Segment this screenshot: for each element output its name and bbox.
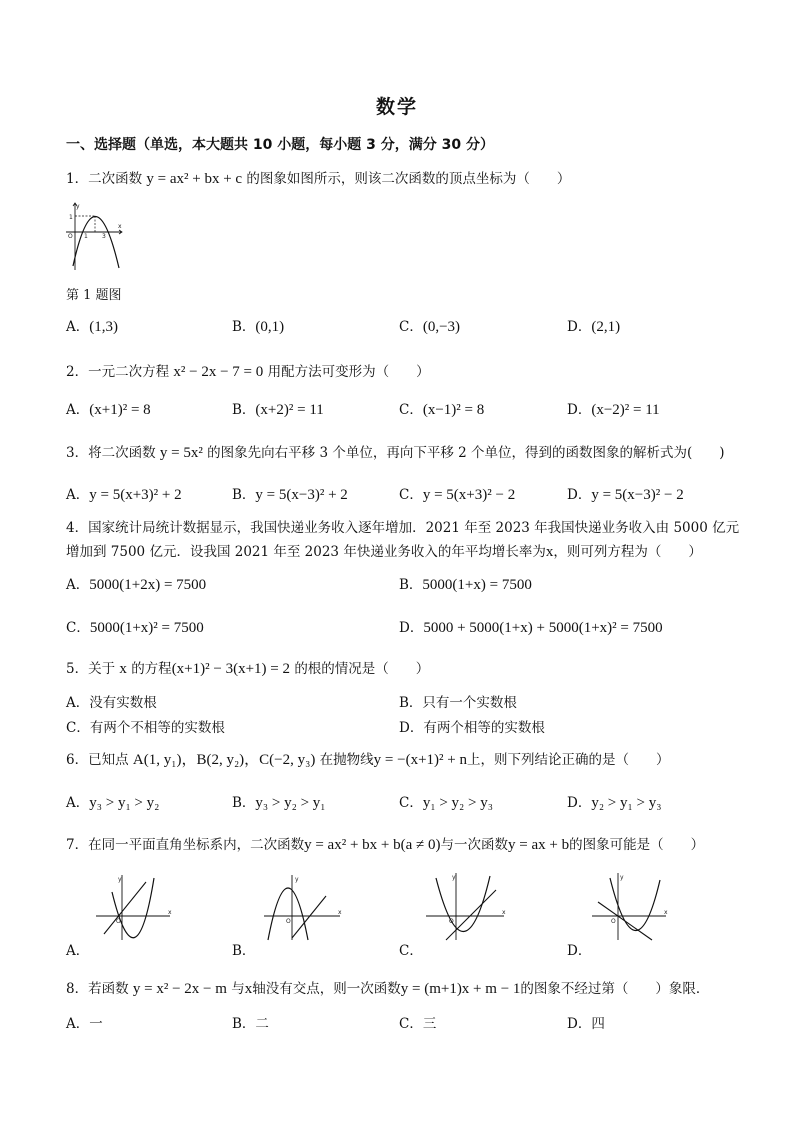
option-c[interactable]: C．(0,−3) — [399, 319, 461, 335]
svg-text:x: x — [502, 909, 506, 916]
option-a[interactable]: A． — [66, 943, 90, 959]
q7-graph-d — [590, 870, 670, 942]
question-1 — [66, 167, 570, 188]
svg-text:O: O — [449, 918, 454, 925]
svg-text:O: O — [116, 918, 121, 925]
option-a[interactable]: A．一 — [66, 1016, 103, 1032]
svg-text:x: x — [168, 909, 172, 916]
svg-text:y: y — [620, 874, 624, 881]
formula: y = 5x² — [159, 445, 203, 461]
tick-label-x3: 3 — [102, 233, 106, 240]
question-number: 6． — [66, 752, 89, 768]
variable: x — [545, 544, 554, 560]
line — [292, 896, 326, 938]
q7-graph-c — [424, 870, 508, 942]
question-text: 的方程 — [131, 661, 172, 677]
option-c[interactable]: C．y₁ > y₂ > y₃ — [399, 795, 493, 811]
option-a[interactable]: A．5000(1+2x) = 7500 — [66, 577, 207, 593]
axis-label-x: x — [118, 223, 122, 230]
variable: x — [244, 981, 253, 997]
option-c[interactable]: C．(x−1)² = 8 — [399, 402, 485, 418]
parabola — [610, 878, 660, 931]
question-text: ，则可列方程为（ ） — [553, 544, 702, 560]
question-text: 与 — [231, 981, 245, 997]
option-d[interactable]: D．y = 5(x−3)² − 2 — [567, 487, 684, 503]
question-text: 若函数 — [88, 981, 129, 997]
question-text: 二次函数 — [88, 171, 143, 187]
option-c[interactable]: C． — [399, 943, 423, 959]
parabola — [268, 888, 308, 940]
question-number: 2． — [66, 364, 89, 380]
line — [446, 890, 496, 940]
option-c[interactable]: C．y = 5(x+3)² − 2 — [399, 487, 516, 503]
svg-text:x: x — [338, 909, 342, 916]
option-c[interactable]: C．5000(1+x)² = 7500 — [66, 620, 204, 636]
question-text: 增加到 7500 亿元．设我国 2021 年至 2023 年快递业务收入的年平均增长率为 — [66, 544, 546, 560]
q1-graph — [64, 200, 126, 272]
tick-label-1: 1 — [69, 214, 73, 221]
option-a[interactable]: A．y₃ > y₁ > y₂ — [66, 795, 160, 811]
question-2 — [66, 360, 430, 381]
q7-graph-b — [262, 872, 342, 942]
option-b[interactable]: B．5000(1+x) = 7500 — [399, 577, 532, 593]
question-text: 轴没有交点，则一次函数 — [252, 981, 401, 997]
parabola — [73, 216, 119, 268]
points: A(1, y₁)，B(2, y₂)，C(−2, y₃) — [132, 752, 316, 768]
svg-text:y: y — [118, 876, 122, 883]
question-number: 4． — [66, 520, 89, 536]
question-text: 的图象可能是（ ） — [569, 837, 705, 853]
line — [598, 902, 652, 940]
section-header: 一、选择题（单选，本大题共 10 小题，每小题 3 分，满分 30 分） — [66, 137, 494, 153]
question-text: 的图象如图所示，则该二次函数的顶点坐标为（ ） — [246, 171, 571, 187]
option-d[interactable]: D． — [567, 943, 592, 959]
option-d[interactable]: D．5000 + 5000(1+x) + 5000(1+x)² = 7500 — [399, 620, 663, 636]
formula: y = ax² + bx + b(a ≠ 0) — [304, 837, 441, 853]
question-text: 已知点 — [88, 752, 129, 768]
option-d[interactable]: D．有两个相等的实数根 — [399, 720, 545, 736]
question-text: 的根的情况是（ ） — [294, 661, 430, 677]
question-number: 8． — [66, 981, 89, 997]
question-3 — [66, 441, 725, 462]
question-text: 与一次函数 — [440, 837, 509, 853]
question-text: 的图象先向右平移 3 个单位，再向下平移 2 个单位，得到的函数图象的解析式为( ) — [207, 445, 725, 461]
svg-text:y: y — [295, 876, 299, 883]
parabola — [112, 878, 154, 938]
question-number: 1． — [66, 171, 89, 187]
option-b[interactable]: B．y₃ > y₂ > y₁ — [232, 795, 326, 811]
option-a[interactable]: A．y = 5(x+3)² + 2 — [66, 487, 182, 503]
option-d[interactable]: D．四 — [567, 1016, 605, 1032]
figure-caption: 第 1 题图 — [66, 288, 122, 303]
formula: y = (m+1)x + m − 1 — [400, 981, 521, 997]
option-b[interactable]: B．y = 5(x−3)² + 2 — [232, 487, 348, 503]
option-a[interactable]: A．没有实数根 — [66, 695, 157, 711]
option-b[interactable]: B．二 — [232, 1016, 269, 1032]
origin-label: O — [68, 233, 73, 240]
question-text: 国家统计局统计数据显示，我国快递业务收入逐年增加．2021 年至 2023 年我国快递业务收入由 5000 亿元 — [88, 520, 740, 536]
formula: (x+1)² − 3(x+1) = 2 — [171, 661, 291, 677]
svg-text:y: y — [452, 874, 456, 881]
question-text: 的图象不经过第（ ）象限． — [520, 981, 710, 997]
question-text: 上，则下列结论正确的是（ ） — [466, 752, 670, 768]
question-text: 一元二次方程 — [88, 364, 170, 380]
option-b[interactable]: B．(0,1) — [232, 319, 285, 335]
formula: y = −(x+1)² + n — [373, 752, 467, 768]
question-4-line-1 — [66, 516, 739, 536]
option-d[interactable]: D．(x−2)² = 11 — [567, 402, 660, 418]
tick-label-x1: 1 — [84, 233, 88, 240]
question-8 — [66, 977, 709, 998]
question-text: 将二次函数 — [88, 445, 156, 461]
option-a[interactable]: A．(x+1)² = 8 — [66, 402, 151, 418]
formula: y = ax + b — [508, 837, 570, 853]
question-text: 在同一平面直角坐标系内，二次函数 — [88, 837, 305, 853]
svg-text:O: O — [611, 918, 616, 925]
q7-graph-a — [94, 872, 174, 942]
question-number: 7． — [66, 837, 89, 853]
formula: y = x² − 2x − m — [132, 981, 227, 997]
question-number: 3． — [66, 445, 89, 461]
line — [104, 882, 146, 934]
variable: x — [119, 661, 127, 677]
option-c[interactable]: C．有两个不相等的实数根 — [66, 720, 225, 736]
question-text: 用配方法可变形为（ ） — [267, 364, 430, 380]
svg-text:x: x — [664, 909, 668, 916]
question-5 — [66, 657, 429, 678]
option-d[interactable]: D．(2,1) — [567, 319, 621, 335]
formula: x² − 2x − 7 = 0 — [173, 364, 264, 380]
option-b[interactable]: B．只有一个实数根 — [399, 695, 517, 711]
page-title: 数学 — [375, 96, 418, 118]
option-a[interactable]: A．(1,3) — [66, 319, 118, 335]
option-b[interactable]: B．(x+2)² = 11 — [232, 402, 324, 418]
question-number: 5． — [66, 661, 89, 677]
axis-label-y: y — [76, 203, 80, 210]
option-c[interactable]: C．三 — [399, 1016, 437, 1032]
question-4-line-2 — [66, 540, 702, 561]
option-b[interactable]: B． — [232, 943, 256, 959]
question-text: 关于 — [88, 661, 116, 677]
option-d[interactable]: D．y₂ > y₁ > y₃ — [567, 795, 662, 811]
formula: y = ax² + bx + c — [146, 171, 243, 187]
svg-text:O: O — [286, 918, 291, 925]
question-7 — [66, 833, 704, 854]
question-6 — [66, 748, 669, 769]
question-text: 在抛物线 — [319, 752, 374, 768]
